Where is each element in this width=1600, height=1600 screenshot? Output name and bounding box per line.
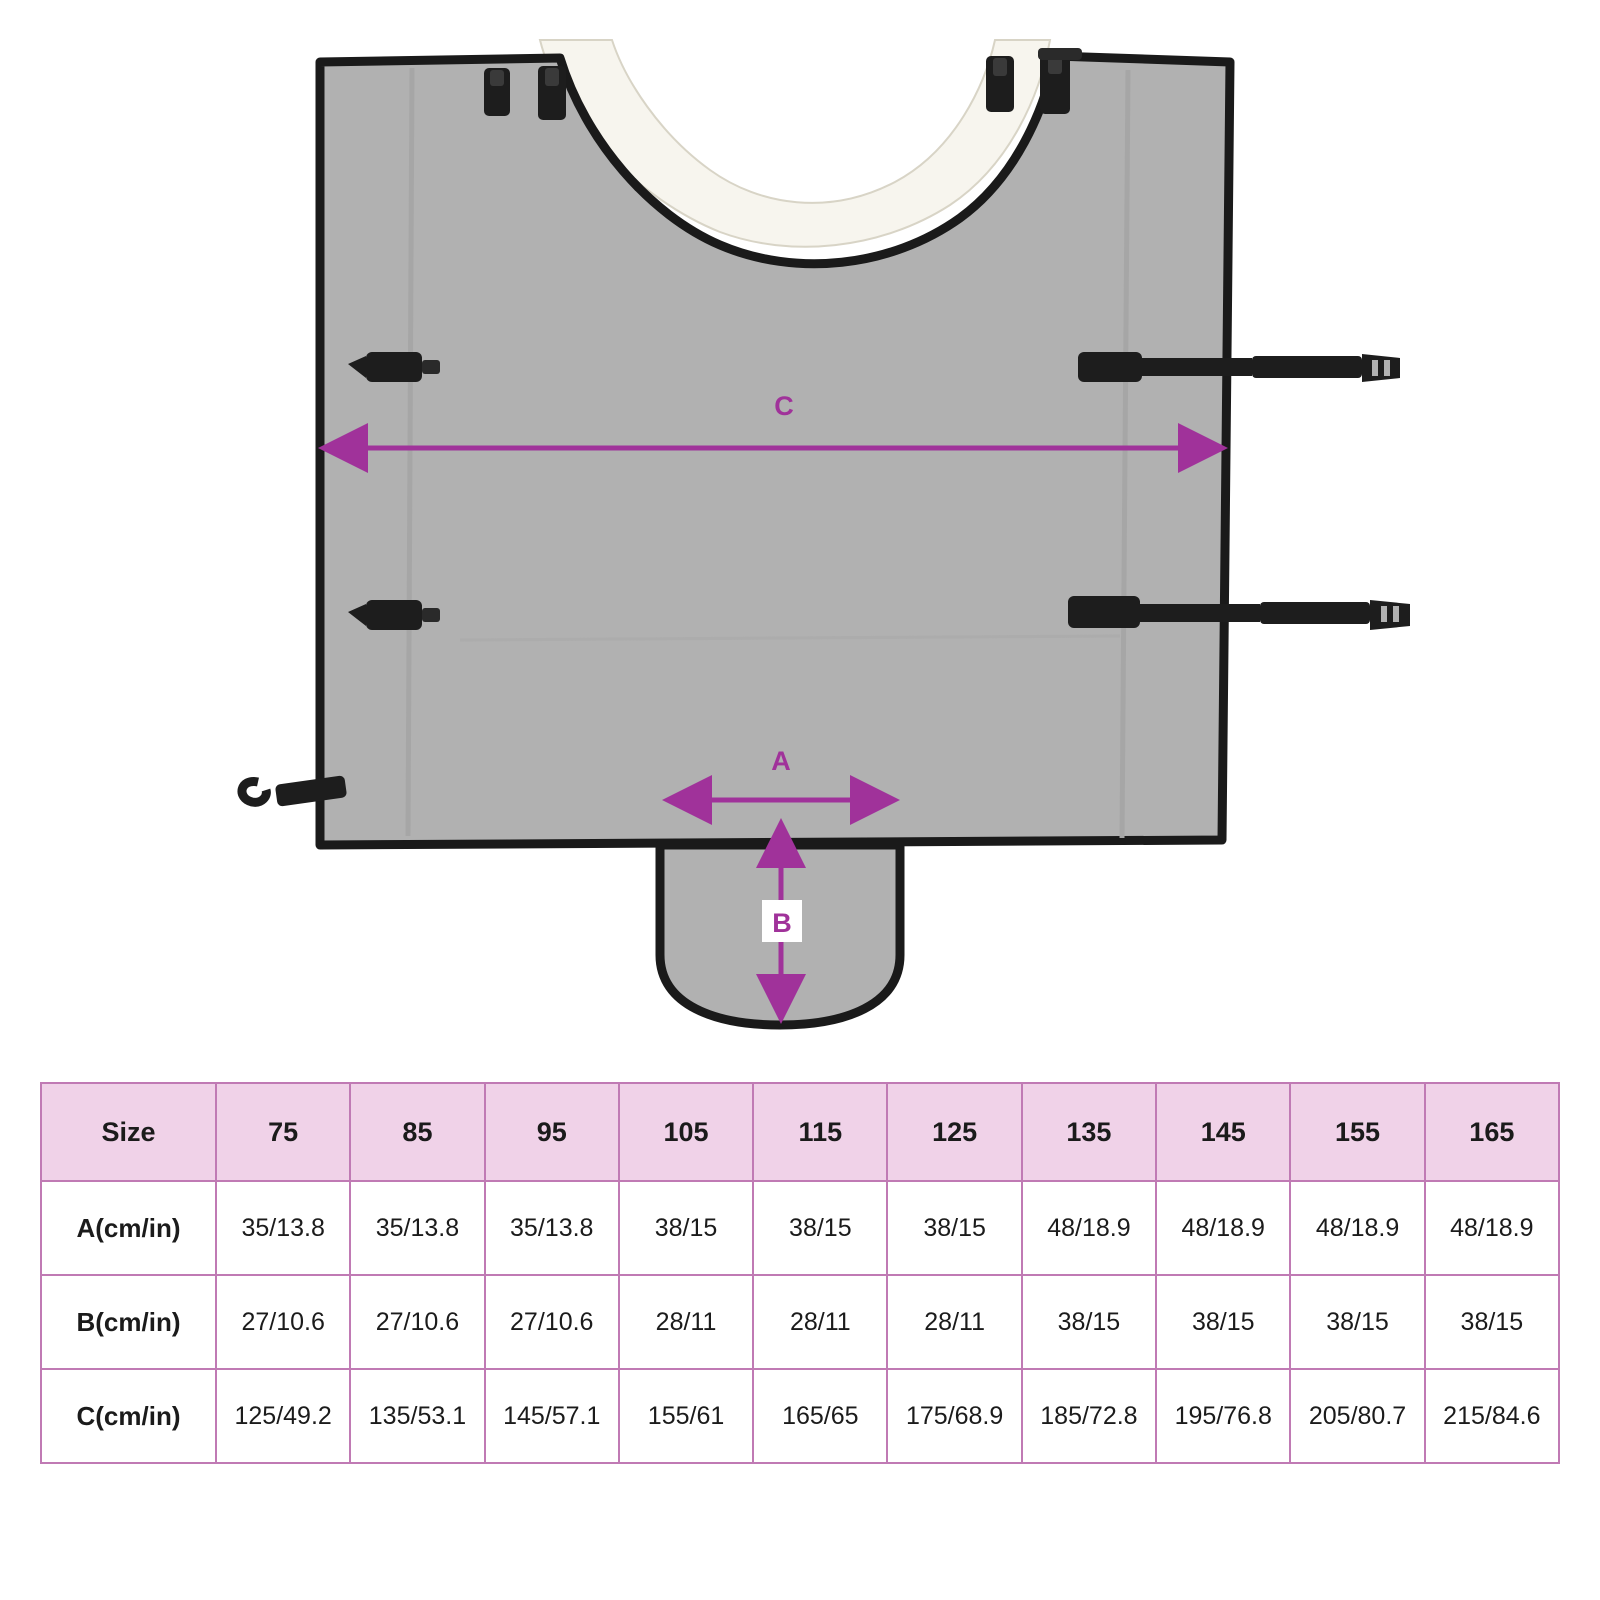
- table-header-cell: 145: [1156, 1083, 1290, 1181]
- table-header-cell: 115: [753, 1083, 887, 1181]
- table-cell: 35/13.8: [350, 1181, 484, 1275]
- table-header-cell: 75: [216, 1083, 350, 1181]
- table-cell: 28/11: [619, 1275, 753, 1369]
- table-row: [41, 1369, 1559, 1463]
- table-cell: 185/72.8: [1022, 1369, 1156, 1463]
- dimension-label-b: B: [772, 908, 792, 938]
- table-header-cell: 95: [485, 1083, 619, 1181]
- row-label-c: C(cm/in): [41, 1369, 216, 1463]
- table-cell: 28/11: [887, 1275, 1021, 1369]
- row-label-b: B(cm/in): [41, 1275, 216, 1369]
- table-header-cell: 135: [1022, 1083, 1156, 1181]
- row-label-a: A(cm/in): [41, 1181, 216, 1275]
- table-cell: 27/10.6: [216, 1275, 350, 1369]
- table-cell: 48/18.9: [1156, 1181, 1290, 1275]
- table-header-cell: 155: [1290, 1083, 1424, 1181]
- table-cell: 35/13.8: [216, 1181, 350, 1275]
- table-header-cell: 165: [1425, 1083, 1559, 1181]
- table-cell: 38/15: [753, 1181, 887, 1275]
- table-row: [41, 1181, 1559, 1275]
- size-table: [40, 1082, 1560, 1464]
- belly-strap-right-lower: [1068, 596, 1410, 630]
- table-cell: 27/10.6: [350, 1275, 484, 1369]
- table-header-row: [41, 1083, 1559, 1181]
- chest-buckle-right-1: [986, 56, 1014, 112]
- table-cell: 38/15: [1290, 1275, 1424, 1369]
- table-cell: 195/76.8: [1156, 1369, 1290, 1463]
- table-header-cell: Size: [41, 1083, 216, 1181]
- table-cell: 38/15: [1022, 1275, 1156, 1369]
- table-cell: 125/49.2: [216, 1369, 350, 1463]
- table-cell: 215/84.6: [1425, 1369, 1559, 1463]
- table-row: [41, 1275, 1559, 1369]
- dimension-label-a: A: [771, 746, 791, 776]
- table-cell: 48/18.9: [1290, 1181, 1424, 1275]
- table-cell: 28/11: [753, 1275, 887, 1369]
- table-cell: 205/80.7: [1290, 1369, 1424, 1463]
- table-cell: 38/15: [1156, 1275, 1290, 1369]
- table-cell: 155/61: [619, 1369, 753, 1463]
- table-header-cell: 125: [887, 1083, 1021, 1181]
- table-cell: 135/53.1: [350, 1369, 484, 1463]
- table-cell: 38/15: [1425, 1275, 1559, 1369]
- table-cell: 27/10.6: [485, 1275, 619, 1369]
- dimension-label-c: C: [774, 391, 794, 421]
- size-table-container: [40, 1082, 1560, 1464]
- table-cell: 38/15: [619, 1181, 753, 1275]
- table-cell: 35/13.8: [485, 1181, 619, 1275]
- table-cell: 145/57.1: [485, 1369, 619, 1463]
- table-cell: 48/18.9: [1022, 1181, 1156, 1275]
- table-header-cell: 85: [350, 1083, 484, 1181]
- table-cell: 175/68.9: [887, 1369, 1021, 1463]
- table-cell: 165/65: [753, 1369, 887, 1463]
- table-cell: 48/18.9: [1425, 1181, 1559, 1275]
- table-cell: 38/15: [887, 1181, 1021, 1275]
- table-header-cell: 105: [619, 1083, 753, 1181]
- chest-buckle-left-1: [484, 68, 510, 116]
- belly-strap-right-upper: [1078, 352, 1400, 382]
- chest-buckle-left-2: [538, 66, 566, 120]
